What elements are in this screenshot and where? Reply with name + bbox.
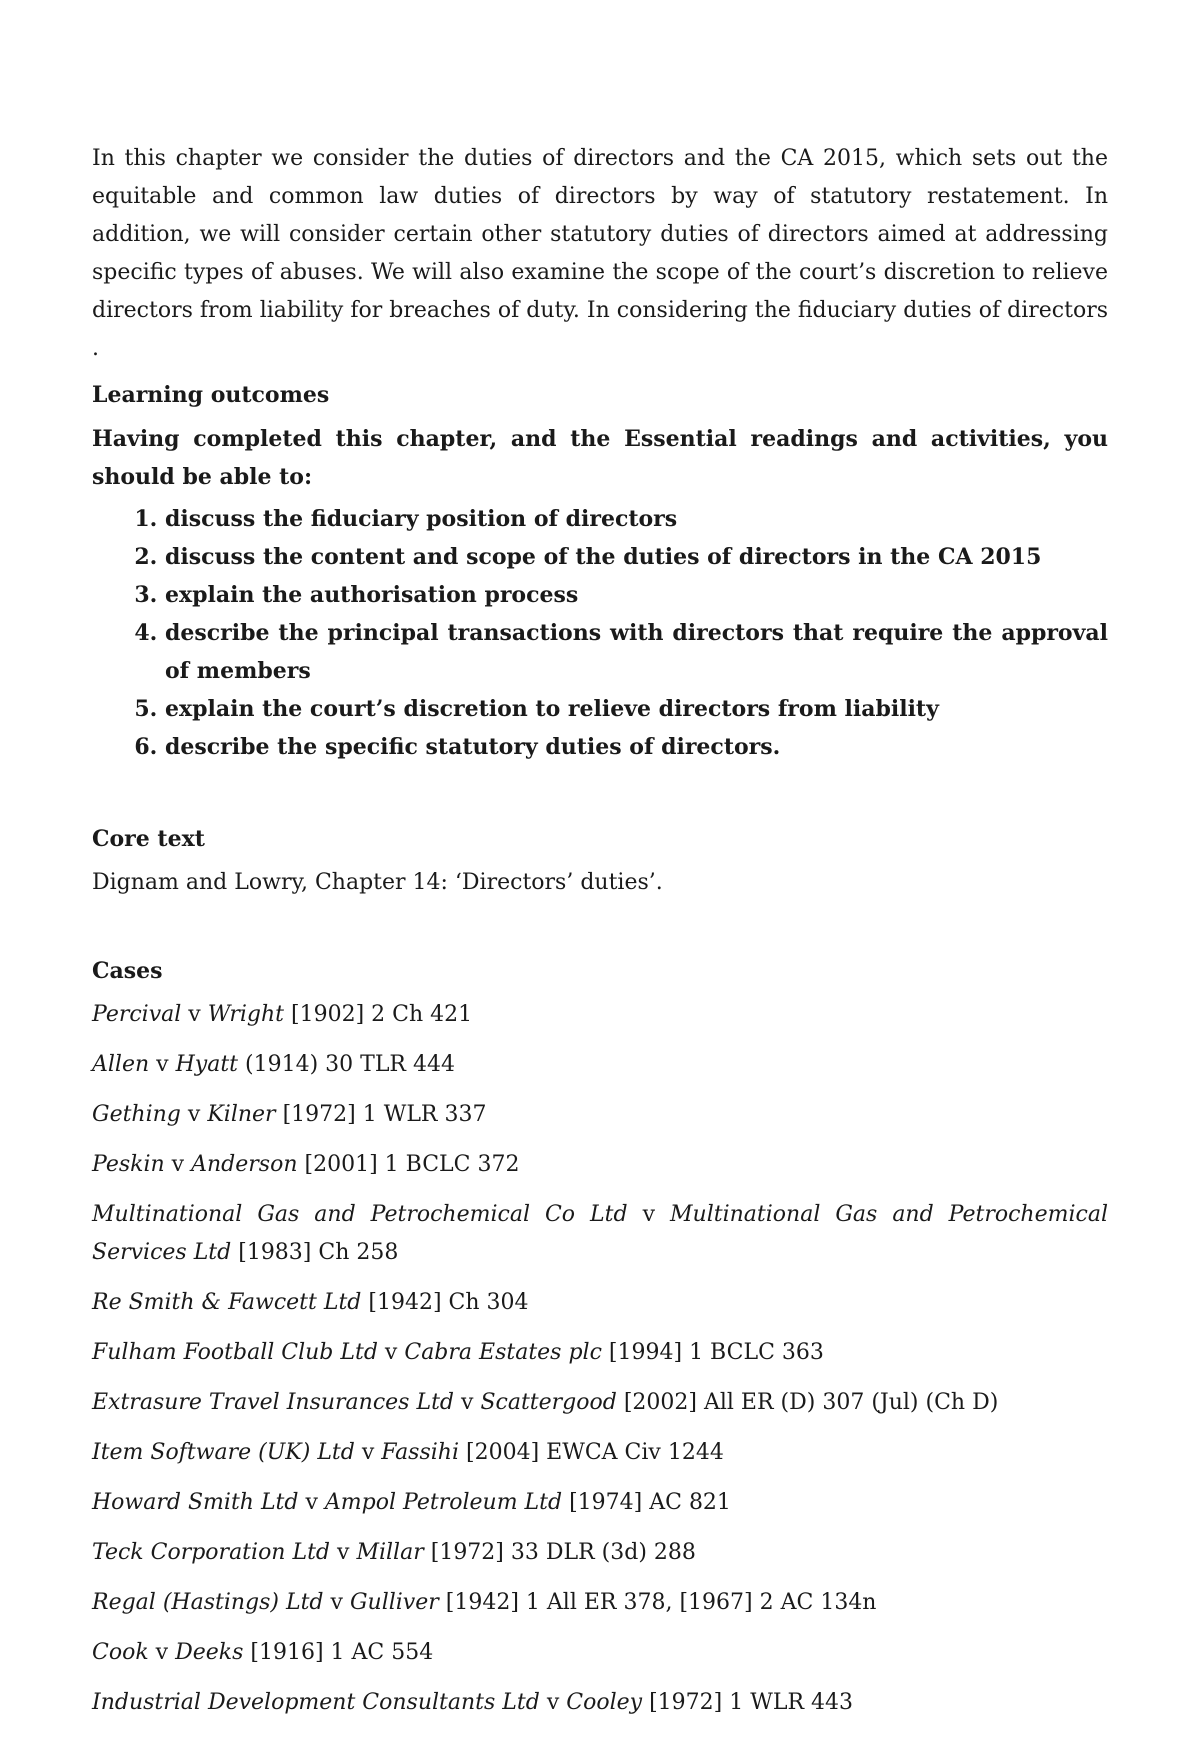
case-party-1: Allen [92,1052,150,1077]
case-party-2: Deeks [175,1640,244,1665]
document-page [92,140,1108,1734]
case-party-1: Multinational Gas and Petrochemical Co Ltd [92,1202,628,1227]
cases-heading: Cases [92,958,163,984]
case-party-2: Kilner [207,1102,276,1127]
case-reference: [1916] 1 AC 554 [250,1640,434,1665]
case-citation [92,1584,1108,1622]
case-versus: v [384,1340,398,1365]
case-party-2: Cabra Estates plc [404,1340,602,1365]
case-citation [92,1484,1108,1522]
case-party-2: Hyatt [175,1052,239,1077]
case-party-1: Re Smith & Fawcett Ltd [92,1290,362,1315]
learning-outcome-item: 5. explain the court’s discretion to relieve directors from liability [165,690,1108,728]
case-party-1: Teck Corporation Ltd [92,1540,331,1565]
case-party-2: Gulliver [349,1590,439,1615]
case-reference: [1972] 1 WLR 443 [649,1690,853,1715]
case-citation [92,1434,1108,1472]
learning-outcome-item: 1. discuss the fiduciary position of directors [165,500,1108,538]
case-citation [92,1284,1108,1322]
case-versus: v [361,1440,375,1465]
case-party-2: Millar [356,1540,424,1565]
learning-outcome-item: 6. describe the specific statutory duties of directors. [165,728,1108,766]
case-citation [92,1684,1108,1722]
case-citation [92,996,1108,1034]
cases-list [92,996,1108,1722]
case-citation [92,1096,1108,1134]
case-party-2: Multinational Gas and Petrochemical Services Ltd [92,1202,1108,1265]
case-party-2: Ampol Petroleum Ltd [324,1490,563,1515]
case-reference: [1972] 1 WLR 337 [282,1102,487,1127]
case-reference: [1994] 1 BCLC 363 [608,1340,824,1365]
case-citation [92,1046,1108,1084]
case-versus: v [305,1490,318,1515]
learning-outcomes-heading: Learning outcomes [92,382,330,408]
case-party-1: Extrasure Travel Insurances Ltd [92,1390,454,1415]
case-versus: v [155,1640,169,1665]
case-reference: [1974] AC 821 [569,1490,731,1515]
intro-paragraph: In this chapter we consider the duties of directors and the CA 2015, which sets out the equitable and common law duties of directors by way of statutory restatement. In addition, we will consider certain other statutory duties of directors aimed at addressing specific types of abuses. We will also examine the scope of the court’s discretion to relieve directors from liability for breaches of duty. In considering the fiduciary duties of directors . [92,146,1108,361]
case-reference: (1914) 30 TLR 444 [245,1052,455,1077]
case-versus: v [337,1540,350,1565]
case-citation [92,1334,1108,1372]
case-reference: [1942] 1 All ER 378, [1967] 2 AC 134n [445,1590,877,1615]
case-party-2: Cooley [566,1690,643,1715]
case-versus: v [461,1390,474,1415]
case-versus: v [171,1152,185,1177]
case-citation [92,1196,1108,1272]
case-citation [92,1634,1108,1672]
case-versus: v [330,1590,343,1615]
case-party-1: Item Software (UK) Ltd [92,1440,355,1465]
case-reference: [1983] Ch 258 [238,1240,399,1265]
case-versus: v [156,1052,169,1077]
case-citation [92,1384,1108,1422]
case-versus: v [642,1202,656,1227]
case-reference: [2001] 1 BCLC 372 [304,1152,520,1177]
case-party-1: Howard Smith Ltd [92,1490,299,1515]
case-party-1: Percival [92,1002,182,1027]
case-party-2: Scattergood [480,1390,617,1415]
case-party-2: Anderson [191,1152,298,1177]
learning-outcome-item: 2. discuss the content and scope of the duties of directors in the CA 2015 [165,538,1108,576]
case-party-2: Wright [207,1002,285,1027]
case-reference: [1972] 33 DLR (3d) 288 [430,1540,696,1565]
case-party-1: Gething [92,1102,181,1127]
case-versus: v [187,1102,201,1127]
learning-outcomes-list [92,500,1108,766]
case-citation [92,1146,1108,1184]
case-reference: [2002] All ER (D) 307 (Jul) (Ch D) [623,1390,999,1415]
case-party-1: Regal (Hastings) Ltd [92,1590,324,1615]
core-text-body: Dignam and Lowry, Chapter 14: ‘Directors’ duties’. [92,870,663,895]
case-party-1: Fulham Football Club Ltd [92,1340,378,1365]
learning-outcome-item: 3. explain the authorisation process [165,576,1108,614]
case-party-1: Industrial Development Consultants Ltd [92,1690,540,1715]
case-versus: v [546,1690,560,1715]
case-reference: [2004] EWCA Civ 1244 [466,1440,724,1465]
learning-outcomes-intro: Having completed this chapter, and the Essential readings and activities, you should be able to: [92,426,1108,490]
core-text-heading: Core text [92,826,205,852]
case-party-2: Fassihi [381,1440,460,1465]
case-versus: v [188,1002,201,1027]
case-reference: [1902] 2 Ch 421 [291,1002,473,1027]
case-party-1: Cook [92,1640,149,1665]
case-reference: [1942] Ch 304 [368,1290,529,1315]
case-citation [92,1534,1108,1572]
case-party-1: Peskin [92,1152,165,1177]
learning-outcome-item: 4. describe the principal transactions with directors that require the approval of members [165,614,1108,690]
